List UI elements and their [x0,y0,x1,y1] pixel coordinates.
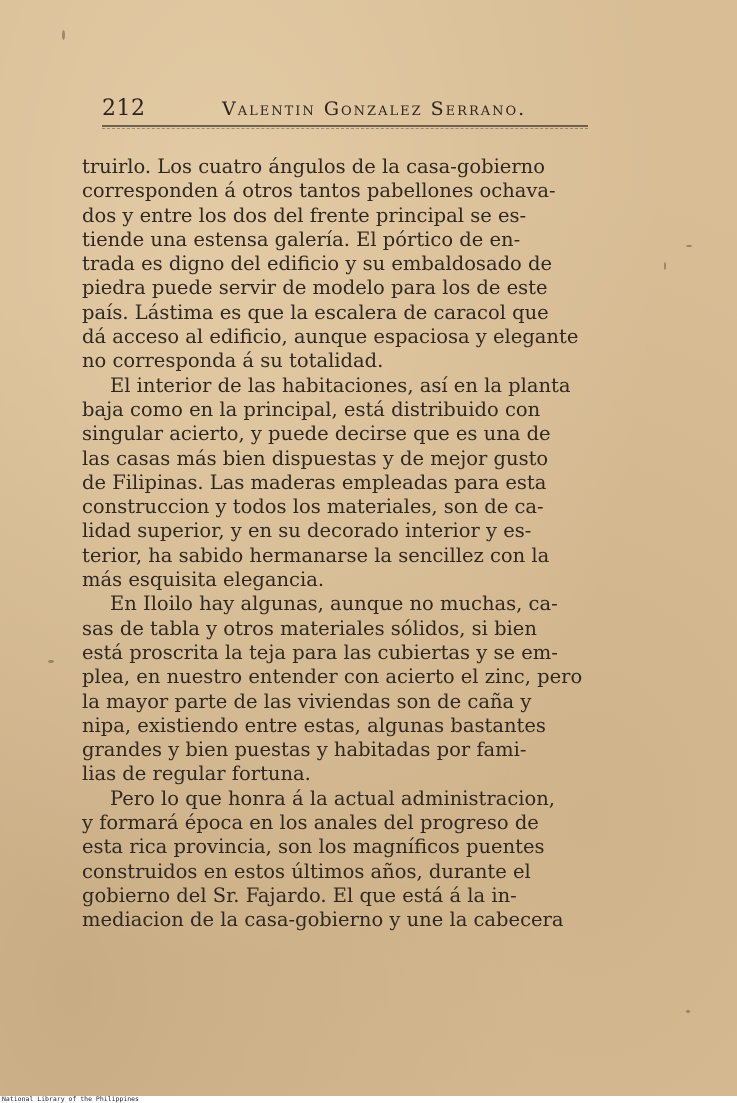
paper-speck [48,660,54,663]
page-header [102,96,622,126]
text-line: de Filipinas. Las maderas empleadas para esta [82,470,547,494]
text-line: esta rica provincia, son los magníficos puentes [82,835,545,859]
text-line: mediacion de la casa-gobierno y une la cabecera [82,908,564,932]
text-line: la mayor parte de las viviendas son de caña y [82,689,532,713]
body-text [82,155,642,933]
text-line: dá acceso al edificio, aunque espaciosa y elegante [82,325,579,349]
text-line: tiende una estensa galería. El pórtico de en- [82,227,521,251]
page-number: 212 [102,96,146,121]
text-line: no corresponda á su totalidad. [82,349,384,373]
header-rule [102,125,588,127]
paragraph-start-line: Pero lo que honra á la actual administracion, [110,786,555,810]
paper-speck [664,262,666,270]
text-line: truirlo. Los cuatro ángulos de la casa-gobierno [82,155,545,178]
text-line: más esquisita elegancia. [82,568,325,592]
running-head: Valentin Gonzalez Serrano. [222,98,527,120]
text-line: baja como en la principal, está distribuido con [82,397,541,421]
text-line: nipa, existiendo entre estas, algunas bastantes [82,713,546,737]
text-line: grandes y bien puestas y habitadas por fami- [82,738,527,762]
paper-speck [686,1010,690,1013]
text-line: singular acierto, y puede decirse que es una de [82,422,551,446]
library-credit: National Library of the Philippines [2,1095,139,1103]
text-line: dos y entre los dos del frente principal se es- [82,203,527,227]
text-line: sas de tabla y otros materiales sólidos, si bien [82,616,537,640]
footer-strip [0,1096,737,1103]
text-line: terior, ha sabido hermanarse la sencillez con la [82,543,550,567]
header-rule-ornament [102,128,588,129]
text-line: construccion y todos los materiales, son de ca- [82,495,544,519]
text-line: gobierno del Sr. Fajardo. El que está á la in- [82,883,517,907]
text-line: las casas más bien dispuestas y de mejor gusto [82,446,549,470]
paper-speck [62,30,65,40]
text-line: corresponden á otros tantos pabellones ochava- [82,179,556,203]
text-line: lias de regular fortuna. [82,762,311,786]
text-line: está proscrita la teja para las cubiertas y se em- [82,640,558,664]
paragraph-start-line: El interior de las habitaciones, así en la planta [110,373,571,397]
text-line: plea, en nuestro entender con acierto el zinc, pero [82,665,583,689]
text-line: construidos en estos últimos años, durante el [82,859,531,883]
text-line: lidad superior, y en su decorado interior y es- [82,519,532,543]
paper-speck [686,245,692,247]
text-line: piedra puede servir de modelo para los de este [82,276,548,300]
text-line: y formará época en los anales del progreso de [82,811,539,835]
text-line: país. Lástima es que la escalera de caracol que [82,300,549,324]
paragraph-start-line: En Iloilo hay algunas, aunque no muchas, ca- [110,592,558,616]
text-line: trada es digno del edificio y su embaldosado de [82,252,553,276]
